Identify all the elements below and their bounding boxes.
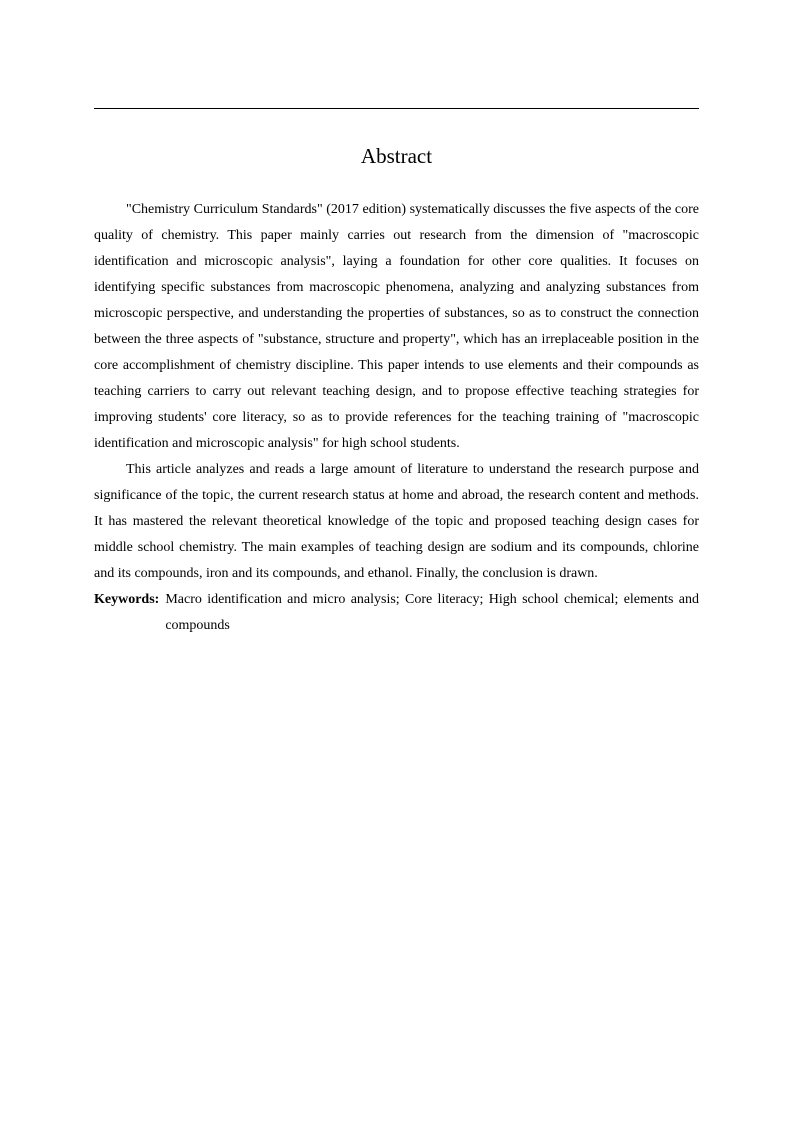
abstract-body	[94, 197, 699, 639]
header-rule	[94, 108, 699, 109]
abstract-paragraph-1: "Chemistry Curriculum Standards" (2017 edition) systematically discusses the five aspects of the core quality of chemistry. This paper mainly carries out research from the dimension of "macroscopic identification and microscopic analysis", laying a foundation for other core qualities. It focuses on identifying specific substances from macroscopic phenomena, analyzing and analyzing substances from microscopic perspective, and understanding the properties of substances, so as to construct the connection between the three aspects of "substance, structure and property", which has an irreplaceable position in the core accomplishment of chemistry discipline. This paper intends to use elements and their compounds as teaching carriers to carry out relevant teaching design, and to propose effective teaching strategies for improving students' core literacy, so as to provide references for the teaching training of "macroscopic identification and microscopic analysis" for high school students.	[94, 202, 699, 451]
keywords-block	[94, 587, 699, 639]
keywords-label: Keywords:	[94, 592, 160, 607]
keywords-text: Macro identification and micro analysis; Core literacy; High school chemical; elements and compounds	[165, 592, 699, 633]
abstract-title: Abstract	[360, 144, 433, 168]
abstract-paragraph-2: This article analyzes and reads a large amount of literature to understand the research purpose and significance of the topic, the current research status at home and abroad, the research content and methods. It has mastered the relevant theoretical knowledge of the topic and proposed teaching design cases for middle school chemistry. The main examples of teaching design are sodium and its compounds, chlorine and its compounds, iron and its compounds, and ethanol. Finally, the conclusion is drawn.	[94, 462, 699, 581]
